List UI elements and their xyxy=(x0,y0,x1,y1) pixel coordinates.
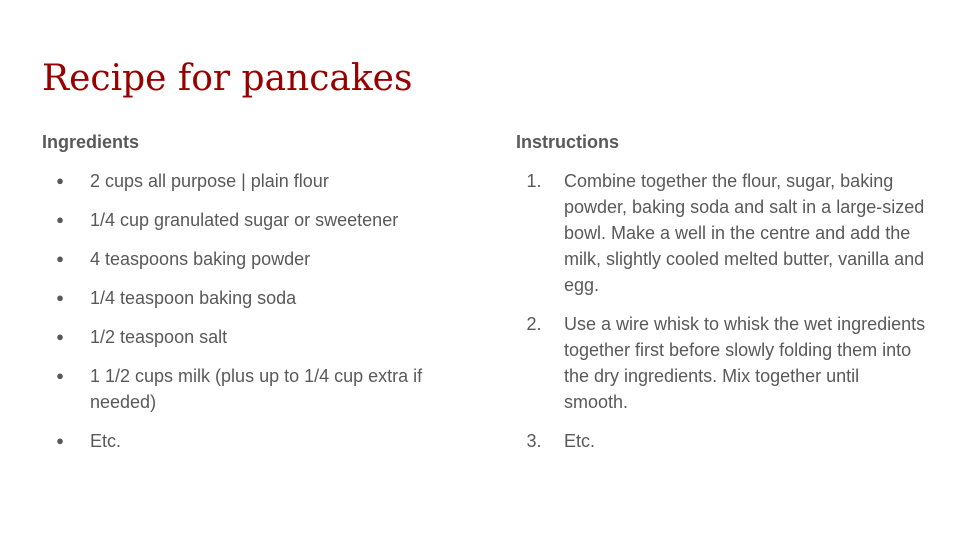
step-number: 3. xyxy=(526,431,542,451)
ingredient-text: 4 teaspoons baking powder xyxy=(90,249,311,269)
slide-title: Recipe for pancakes xyxy=(42,58,413,99)
ingredient-item xyxy=(42,285,462,311)
bullet-icon: ● xyxy=(56,251,64,266)
ingredients-section xyxy=(42,130,462,467)
instructions-heading: Instructions xyxy=(516,132,620,152)
bullet-icon: ● xyxy=(56,433,64,448)
ingredient-item xyxy=(42,428,462,454)
step-text: Use a wire whisk to whisk the wet ingredients together first before slowly folding them into the dry ingredients. Mix together until smooth. xyxy=(564,314,926,412)
bullet-icon: ● xyxy=(56,173,64,188)
instruction-step xyxy=(516,428,926,454)
ingredients-heading: Ingredients xyxy=(42,132,140,152)
instruction-step xyxy=(516,168,926,298)
ingredient-item xyxy=(42,363,462,415)
ingredient-item xyxy=(42,246,462,272)
ingredient-item xyxy=(42,324,462,350)
ingredient-text: Etc. xyxy=(90,431,122,451)
step-number: 2. xyxy=(526,314,542,334)
bullet-icon: ● xyxy=(56,290,64,305)
step-text: Combine together the flour, sugar, baking powder, baking soda and salt in a large-sized bowl. Make a well in the centre and add the milk, slightly cooled melted butter, vanilla and egg. xyxy=(564,171,925,295)
ingredients-list xyxy=(42,168,462,454)
bullet-icon: ● xyxy=(56,368,64,383)
ingredient-item xyxy=(42,168,462,194)
step-number: 1. xyxy=(526,171,542,191)
ingredient-text: 1 1/2 cups milk (plus up to 1/4 cup extra if needed) xyxy=(90,366,423,412)
bullet-icon: ● xyxy=(56,212,64,227)
instructions-section xyxy=(516,130,926,467)
instruction-step xyxy=(516,311,926,415)
ingredient-text: 1/4 teaspoon baking soda xyxy=(90,288,297,308)
ingredient-text: 1/4 cup granulated sugar or sweetener xyxy=(90,210,399,230)
bullet-icon: ● xyxy=(56,329,64,344)
ingredient-item xyxy=(42,207,462,233)
ingredient-text: 1/2 teaspoon salt xyxy=(90,327,228,347)
step-text: Etc. xyxy=(564,431,596,451)
instructions-list xyxy=(516,168,926,454)
ingredient-text: 2 cups all purpose | plain flour xyxy=(90,171,329,191)
